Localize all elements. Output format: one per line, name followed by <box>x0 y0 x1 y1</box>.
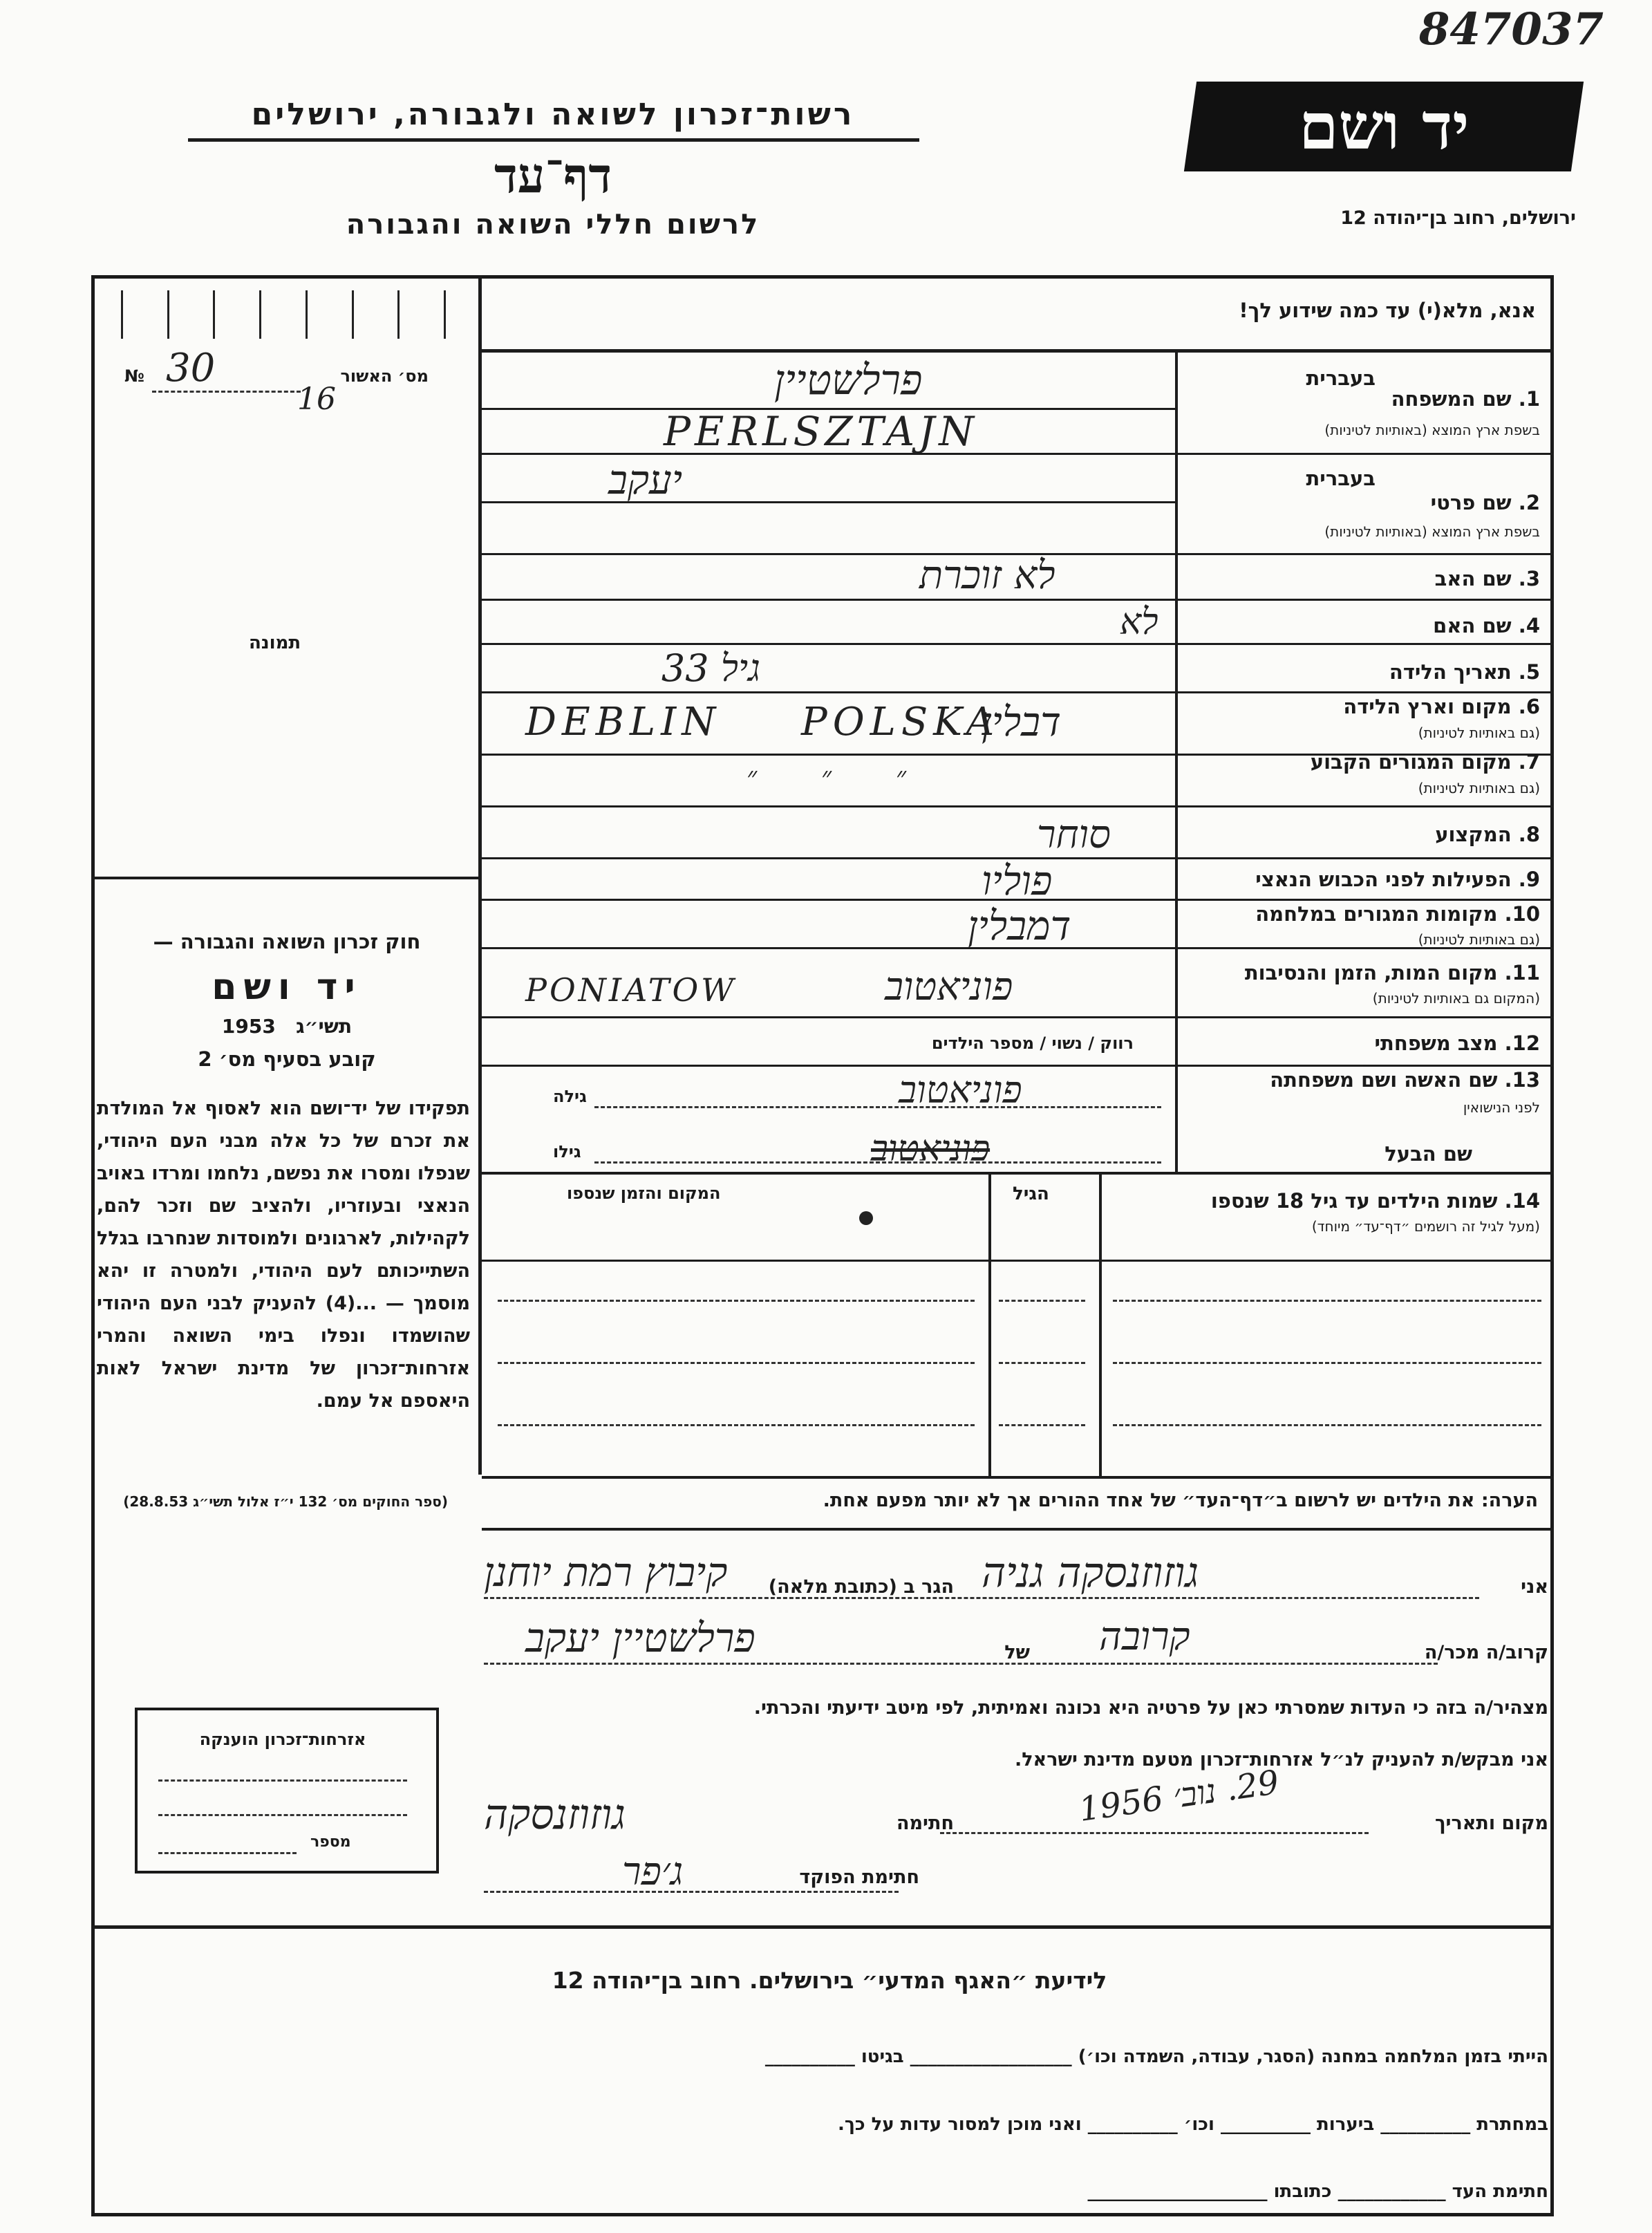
children-dot <box>859 1211 873 1225</box>
field-husband-value: פוניאטוב <box>871 1128 991 1170</box>
field-6-value-latin: DEBLIN POLSKA <box>525 700 1000 745</box>
field-4-value: לא <box>1120 601 1158 643</box>
field-3-value: לא זוכרת <box>919 553 1055 598</box>
children-age-header: הגיל <box>1013 1184 1049 1204</box>
law-name: יד ושם <box>212 966 362 1008</box>
field-9-value: פוליו <box>982 857 1053 904</box>
field-13-label: 13. שם האשה ושם משפחתה <box>1270 1068 1540 1092</box>
witness-of-value: פרלשטיין יעקב <box>525 1614 755 1661</box>
law-year-he: תשי״ג <box>296 1015 353 1038</box>
stamp-box-title: אזרחות־זכרון הוענקה <box>199 1730 366 1749</box>
children-label: 14. שמות הילדים עד גיל 18 שנספו <box>1210 1189 1540 1213</box>
form-subtitle: לרשום חללי השואה והגבורה <box>346 209 760 241</box>
field-7-value: ״ ״ ״ <box>747 761 907 793</box>
field-2-sub: בשפת ארץ המוצא (באותיות לטיניות) <box>1324 523 1540 540</box>
field-11-sub: (המקום גם באותיות לטיניות) <box>1372 990 1540 1007</box>
stamp-box-number-label: מספר <box>310 1833 351 1851</box>
field-4-label: 4. שם האם <box>1433 614 1540 637</box>
field-1-label: 1. שם המשפחה <box>1391 387 1540 411</box>
archive-number: 847037 <box>1418 3 1604 55</box>
witness-relation-value: קרובה <box>1099 1614 1190 1659</box>
header-address: ירושלים, רחוב בן־יהודה 12 <box>1340 207 1576 229</box>
witness-i-label: אני <box>1521 1576 1548 1598</box>
form-title: דף־עד <box>494 147 612 204</box>
field-5-value: גיל 33 <box>661 646 760 690</box>
instructions: אנא, מלא(י) עד כמה שידוע לך! <box>1239 299 1536 322</box>
field-2-hebrew-tag: בעברית <box>1306 467 1376 490</box>
field-1-value-latin: PERLSZTAJN <box>664 408 978 455</box>
field-1-hebrew-tag: בעברית <box>1306 366 1376 390</box>
field-10-sub: (גם באותיות לטיניות) <box>1418 931 1540 948</box>
place-date-label: מקום ותאריך <box>1434 1813 1548 1834</box>
field-6-value: דבלין <box>982 698 1062 745</box>
field-13-sub: לפני הנישואין <box>1463 1099 1540 1116</box>
law-title: חוק זכרון השואה והגבורה — <box>153 930 421 953</box>
field-2-value: יעקב <box>608 456 683 503</box>
law-reference: (ספר החוקים מס׳ 132 י״ז אלול תשי״ג 28.8.53) <box>123 1493 448 1510</box>
logo-text: יד ושם <box>1298 89 1470 164</box>
field-husband-label: שם הבעל <box>1385 1142 1472 1166</box>
witness-resident-value: קיבוץ רמת יוחנן <box>484 1549 728 1596</box>
witness-of-label: של <box>1004 1642 1030 1663</box>
witness-declaration: מצהיר/ה בזה כי העדות שמסרתי כאן על פרטיה היא נכונה ואמיתית, לפי מיטב ידיעתי והכרתי. <box>753 1697 1548 1719</box>
field-7-sub: (גם באותיות לטיניות) <box>1418 780 1540 796</box>
field-12-label: 12. מצב משפחתי <box>1374 1031 1540 1055</box>
signature-label: חתימה <box>896 1813 954 1834</box>
field-11-label: 11. מקום המות, הזמן והנסיבות <box>1244 961 1540 984</box>
field-3-label: 3. שם האב <box>1434 567 1540 590</box>
field-9-label: 9. הפעילות לפני הכבוש הנאצי <box>1255 868 1540 891</box>
reg-number-value: 30 <box>166 346 216 391</box>
children-sub: (מעל לגיל זה רושמים ״דף־עד״ מיוחד) <box>1311 1218 1540 1235</box>
photo-label: תמונה <box>249 633 301 653</box>
field-7-label: 7. מקום המגורים הקבוע <box>1310 750 1540 774</box>
field-13-value: פוניאטוב <box>899 1068 1022 1112</box>
law-year-row <box>104 1015 470 1038</box>
field-1-sub: בשפת ארץ המוצא (באותיות לטיניות) <box>1324 422 1540 438</box>
field-8-value: סוחר <box>1037 812 1111 857</box>
law-year: 1953 <box>221 1015 276 1038</box>
field-2-label: 2. שם פרטי <box>1430 491 1540 514</box>
field-12-value: רווק / נשוי / מספר הילדים <box>931 1034 1134 1053</box>
field-11-value: פוניאטוב <box>885 964 1013 1009</box>
footer-line-3: חתימת העד ____________ כתובתו ____________________ <box>1087 2181 1548 2202</box>
field-6-label: 6. מקום וארץ הלידה <box>1343 695 1540 718</box>
photo-ticks <box>121 290 446 339</box>
law-clause: קובע בסעיף מס׳ 2 <box>198 1047 376 1071</box>
footer-heading: לידיעת ״האגף המדעי״ בירושלים. רחוב בן־יהודה 12 <box>552 1967 1107 1994</box>
law-text: תפקידו של יד־ושם הוא לאסוף אל המולדת את זכרם של כל אלה מבני העם היהודי, שנפלו ומסרו את נפשם, נלחמו ומרדו באויב הנאצי ובעוזריו, ולהציב שם וזכר להם, לקהילות, לארגונים ולמוסדות שנחרבו בגלל השתייכותם לעם היהודי, ולמטרה זו יהא מוסמך — ...(4) להעניק לבני העם היהודי שהושמדו ונפלו בימי השואה והמרי אזרחות־זכרון של מדינת ישראל לאות היאספם אל עמם. <box>97 1098 470 1412</box>
field-8-label: 8. המקצוע <box>1435 823 1540 846</box>
witness-relation-label: קרוב/ה מכר/ה <box>1424 1642 1548 1663</box>
field-6-sub: (גם באותיות לטיניות) <box>1418 725 1540 741</box>
footer-line-2: במחתרת __________ ביערות __________ וכו׳ __________ ואני מוכן למסור עדות על כך. <box>838 2114 1548 2135</box>
reg-number-value-2: 16 <box>297 382 336 417</box>
footer-line-1: הייתי בזמן המלחמה במחנה (הסגר, עבודה, השמדה וכו׳) __________________ בגיטו __________ <box>764 2046 1548 2067</box>
witness-request: אני מבקש/ת להעניק לנ״ל אזרחות־זכרון מטעם מדינת ישראל. <box>1014 1749 1548 1770</box>
field-1-value: פרלשטיין <box>774 356 923 404</box>
clerk-label: חתימת הפוקד <box>799 1867 919 1888</box>
field-11-value-latin: PONIATOW <box>525 971 737 1009</box>
place-date-value: 29. נוב׳ 1956 <box>1076 1763 1282 1829</box>
citizenship-stamp-box <box>135 1708 439 1874</box>
authority-name: רשות־זכרון לשואה ולגבורה, ירושלים <box>251 97 855 132</box>
reg-no-mark: № <box>124 366 144 386</box>
signature-value: גוזוזנסקה <box>484 1791 626 1839</box>
field-husband-age-label: גילו <box>553 1142 581 1161</box>
field-5-label: 5. תאריך הלידה <box>1389 660 1540 684</box>
field-13-age-label: גילה <box>553 1087 587 1106</box>
witness-resident-label: הגר ב (כתובת מלאה) <box>768 1576 954 1598</box>
reg-number-label: מס׳ האשור <box>340 366 429 386</box>
clerk-value: ג׳פר <box>622 1849 684 1894</box>
field-10-label: 10. מקומות המגורים במלחמה <box>1255 902 1540 926</box>
witness-i-value: גוזוזנסקה גניה <box>982 1549 1199 1597</box>
children-place-header: המקום והזמן שנספו <box>567 1184 721 1203</box>
field-10-value: דמבלין <box>968 902 1071 949</box>
children-note: הערה: את הילדים יש לרשום ב״דף־העד״ של אחד ההורים אך לא יותר מפעם אחת. <box>823 1490 1538 1511</box>
yad-vashem-logo <box>1184 82 1584 171</box>
